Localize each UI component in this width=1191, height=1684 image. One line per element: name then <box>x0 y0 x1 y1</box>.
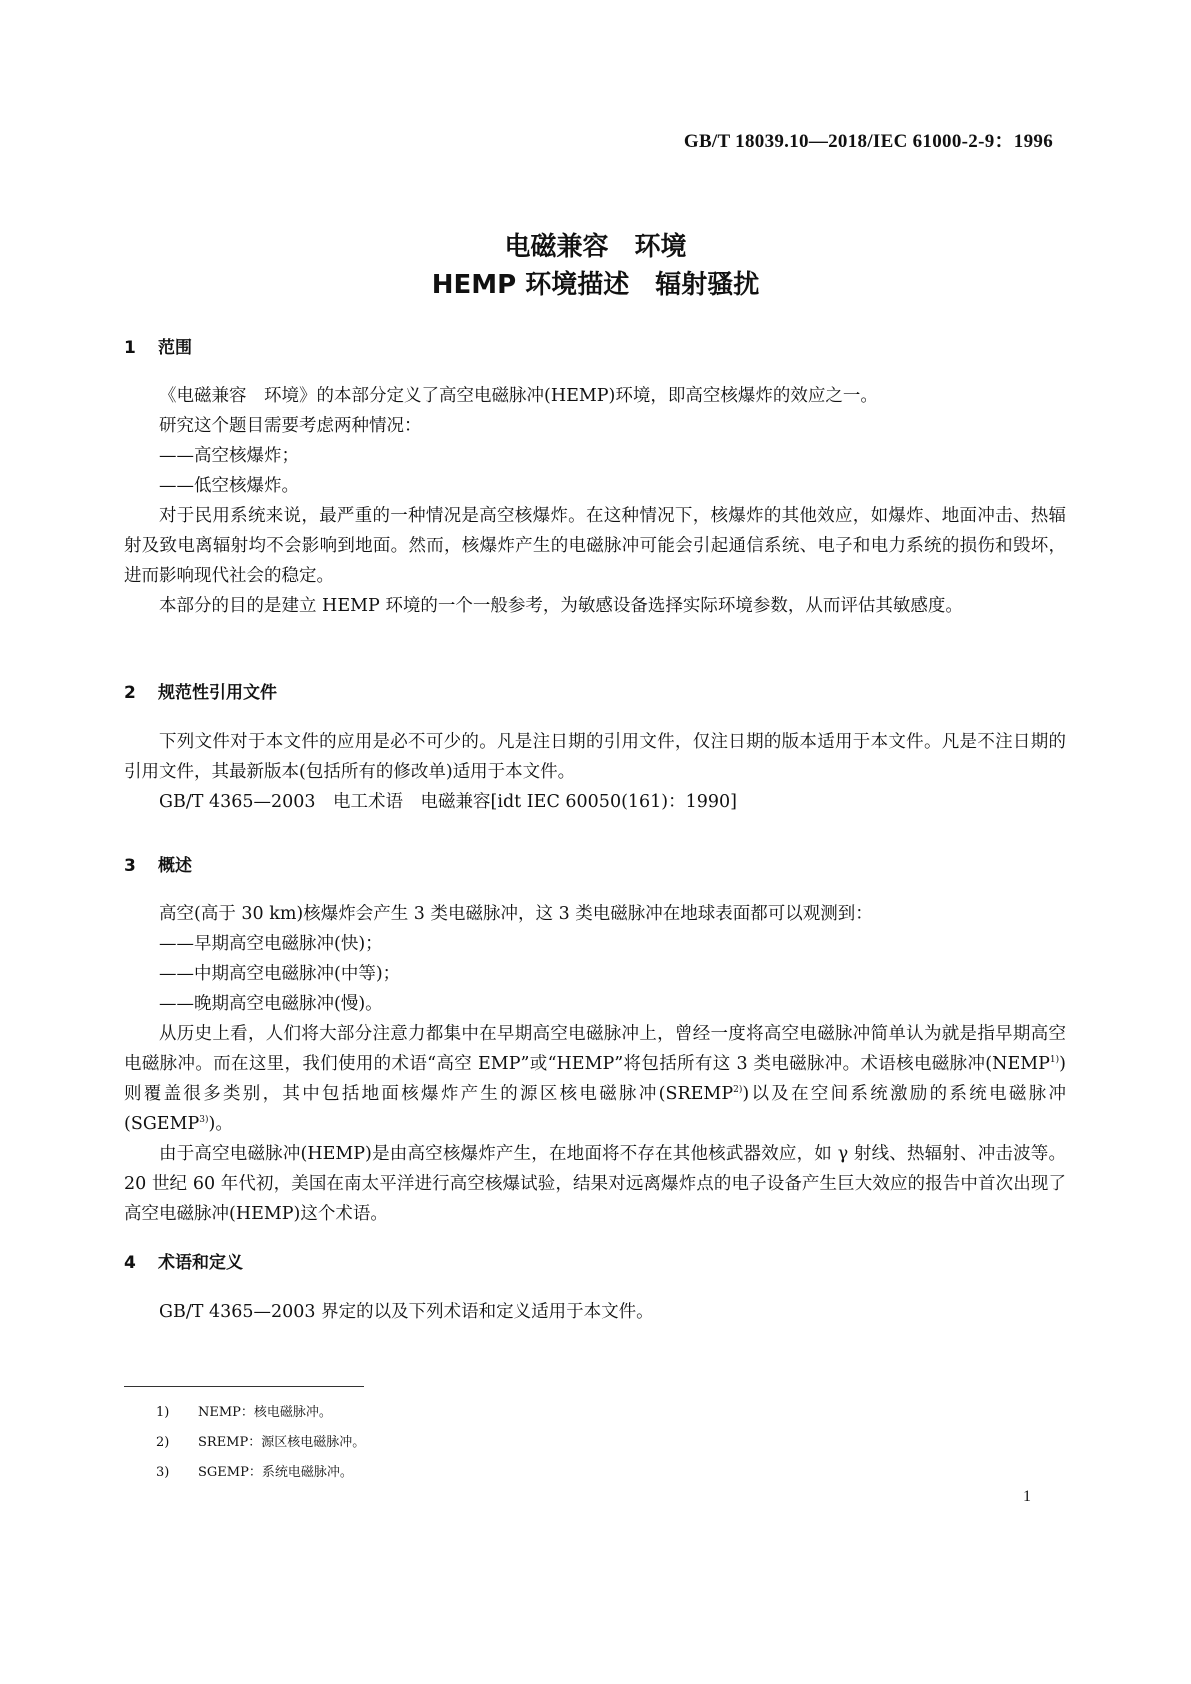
paragraph: 对于民用系统来说，最严重的一种情况是高空核爆炸。在这种情况下，核爆炸的其他效应，如爆炸、地面冲击、热辐射及致电离辐射均不会影响到地面。然而，核爆炸产生的电磁脉冲可能会引起通信系统、电子和电力系统的损伤和毁坏，进而影响现代社会的稳定。 <box>124 506 1066 586</box>
paragraph: 下列文件对于本文件的应用是必不可少的。凡是注日期的引用文件，仅注日期的版本适用于本文件。凡是不注日期的引用文件，其最新版本(包括所有的修改单)适用于本文件。 <box>124 732 1066 782</box>
section-title: 规范性引用文件 <box>158 683 277 703</box>
section-title: 范围 <box>158 338 192 358</box>
list-item: ——晚期高空电磁脉冲(慢)。 <box>159 994 383 1014</box>
paragraph: 本部分的目的是建立 HEMP 环境的一个一般参考，为敏感设备选择实际环境参数，从而评估其敏感度。 <box>159 596 963 616</box>
footnote-number: 1) <box>156 1405 170 1420</box>
section-1-heading <box>124 333 192 358</box>
title-line-1: 电磁兼容 环境 <box>504 232 687 262</box>
section-3-body <box>124 899 1066 1229</box>
footnote-ref: 2) <box>733 1085 743 1096</box>
footnote <box>156 1398 365 1428</box>
footnote-divider <box>124 1386 364 1387</box>
list-item: ——低空核爆炸。 <box>159 476 299 496</box>
section-4-heading <box>124 1248 243 1273</box>
text-run: 从历史上看，人们将大部分注意力都集中在早期高空电磁脉冲上，曾经一度将高空电磁脉冲简单认为就是指早期高空电磁脉冲。而在这里，我们使用的术语“高空 EMP”或“HEMP”将包括所有这 3 类电磁脉冲。术语核电磁脉冲(NEMP <box>124 1024 1066 1074</box>
footnote-number: 2) <box>156 1435 170 1450</box>
text-run: )以及在空间系统激励的系统电磁脉冲(SGEMP <box>124 1084 1066 1134</box>
list-item: ——中期高空电磁脉冲(中等)； <box>159 964 401 984</box>
footnote <box>156 1428 365 1458</box>
section-number: 4 <box>124 1253 136 1273</box>
list-item: ——高空核爆炸； <box>159 446 299 466</box>
section-1-body <box>124 381 1066 621</box>
paragraph: 由于高空电磁脉冲(HEMP)是由高空核爆炸产生，在地面将不存在其他核武器效应，如 γ 射线、热辐射、冲击波等。20 世纪 60 年代初，美国在南太平洋进行高空核爆试验，结果对远离爆炸点的电子设备产生巨大效应的报告中首次出现了高空电磁脉冲(HEMP)这个术语。 <box>124 1144 1066 1224</box>
reference-entry: GB/T 4365—2003 电工术语 电磁兼容[idt IEC 60050(161)：1990] <box>159 792 737 812</box>
standard-code: GB/T 18039.10—2018/IEC 61000-2-9：1996 <box>683 131 1053 152</box>
text-run: )。 <box>208 1114 233 1134</box>
paragraph: 高空(高于 30 km)核爆炸会产生 3 类电磁脉冲，这 3 类电磁脉冲在地球表面都可以观测到： <box>159 904 873 924</box>
section-number: 2 <box>124 683 136 703</box>
section-3-heading <box>124 851 192 876</box>
page-number: 1 <box>1023 1488 1031 1505</box>
paragraph: 研究这个题目需要考虑两种情况： <box>159 416 422 436</box>
footnote-text: NEMP：核电磁脉冲。 <box>198 1405 332 1420</box>
list-item: ——早期高空电磁脉冲(快)； <box>159 934 383 954</box>
section-title: 概述 <box>158 856 192 876</box>
paragraph <box>124 1019 1066 1139</box>
title-line-2: HEMP 环境描述 辐射骚扰 <box>431 270 760 300</box>
footnotes <box>156 1398 365 1488</box>
section-number: 3 <box>124 856 136 876</box>
section-4-body <box>124 1297 1066 1327</box>
footnote-ref: 3) <box>199 1115 209 1126</box>
text-run: )则覆盖很多类别，其中包括地面核爆炸产生的源区核电磁脉冲(SREMP <box>124 1054 1066 1104</box>
section-number: 1 <box>124 338 136 358</box>
section-2-heading <box>124 678 277 703</box>
paragraph: 《电磁兼容 环境》的本部分定义了高空电磁脉冲(HEMP)环境，即高空核爆炸的效应之一。 <box>159 386 878 406</box>
footnote-text: SGEMP：系统电磁脉冲。 <box>198 1465 353 1480</box>
section-title: 术语和定义 <box>158 1253 243 1273</box>
footnote-ref: 1) <box>1049 1055 1060 1066</box>
footnote-text: SREMP：源区核电磁脉冲。 <box>198 1435 366 1450</box>
paragraph: GB/T 4365—2003 界定的以及下列术语和定义适用于本文件。 <box>159 1302 654 1322</box>
footnote-number: 3) <box>156 1465 170 1480</box>
footnote <box>156 1458 365 1488</box>
section-2-body <box>124 727 1066 817</box>
